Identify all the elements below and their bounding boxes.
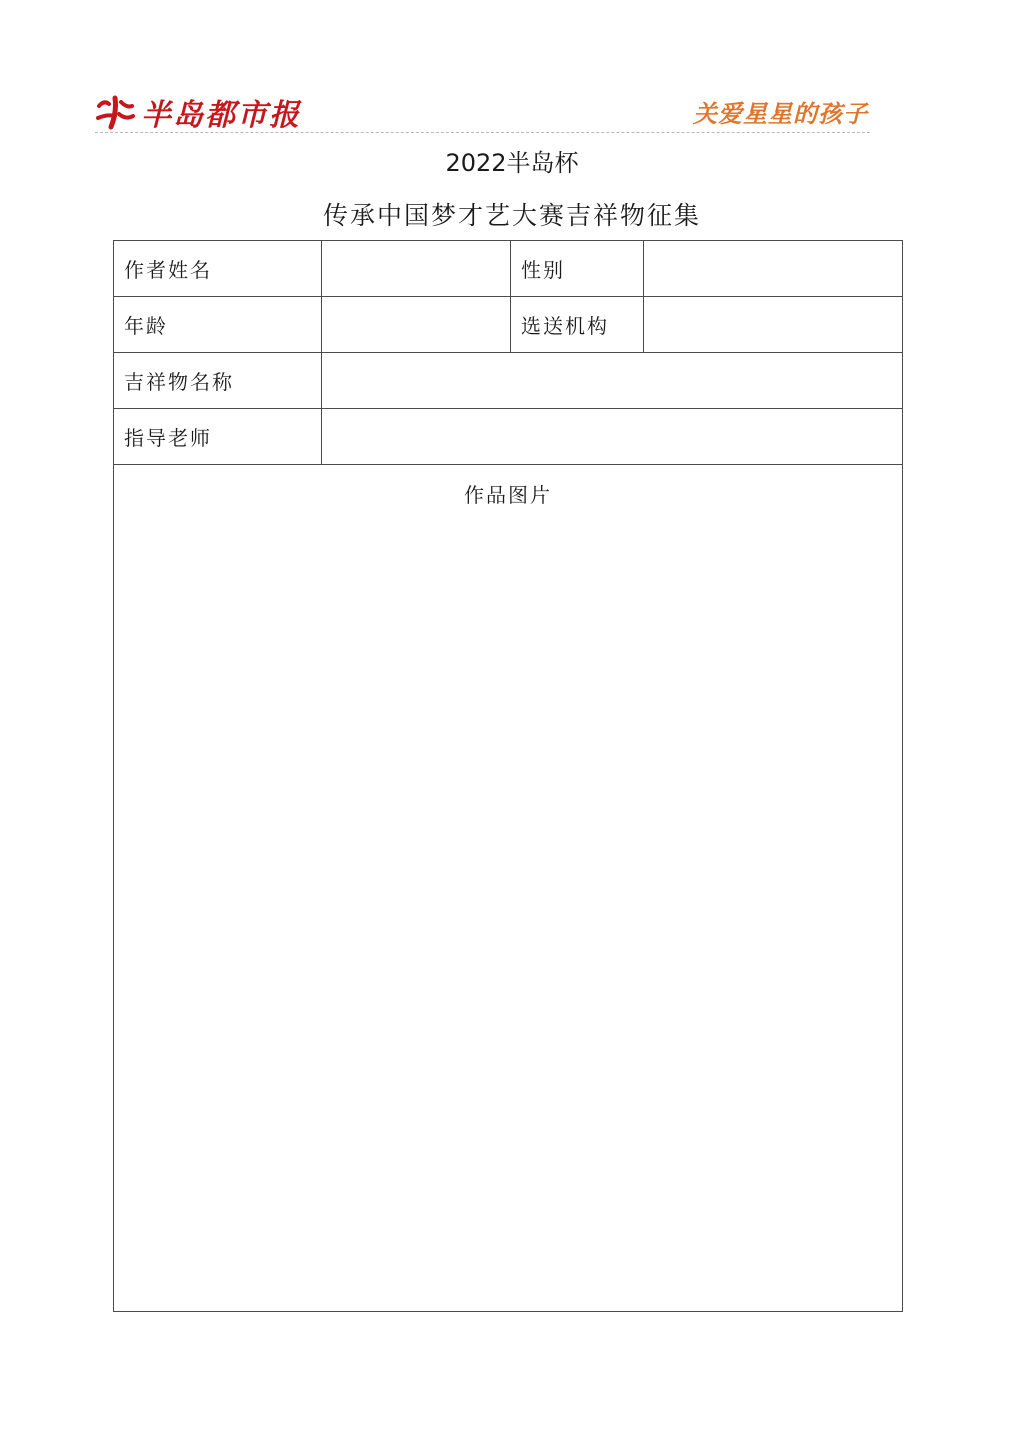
gender-label: 性别 [511, 241, 644, 297]
teacher-field[interactable] [322, 409, 903, 465]
form-row-age [114, 297, 903, 353]
age-field[interactable] [322, 297, 511, 353]
mascot-name-field[interactable] [322, 353, 903, 409]
entry-form-table [113, 240, 903, 1312]
photo-area[interactable] [114, 465, 903, 1312]
author-name-field[interactable] [322, 241, 511, 297]
author-name-label: 作者姓名 [114, 241, 322, 297]
photo-label: 作品图片 [464, 483, 552, 507]
form-row-mascot [114, 353, 903, 409]
institution-label: 选送机构 [511, 297, 644, 353]
mascot-name-label: 吉祥物名称 [114, 353, 322, 409]
slogan: 关爱星星的孩子 [693, 100, 868, 128]
page-header [95, 88, 870, 133]
teacher-label: 指导老师 [114, 409, 322, 465]
brand [95, 90, 301, 134]
age-label: 年龄 [114, 297, 322, 353]
newspaper-logo-icon [95, 94, 135, 130]
title-line-2: 传承中国梦才艺大赛吉祥物征集 [322, 201, 701, 230]
institution-field[interactable] [644, 297, 903, 353]
form-row-photo [114, 465, 903, 1312]
gender-field[interactable] [644, 241, 903, 297]
form-row-author [114, 241, 903, 297]
form-row-teacher [114, 409, 903, 465]
brand-name: 半岛都市报 [141, 98, 301, 133]
title-line-1: 2022半岛杯 [445, 149, 579, 177]
